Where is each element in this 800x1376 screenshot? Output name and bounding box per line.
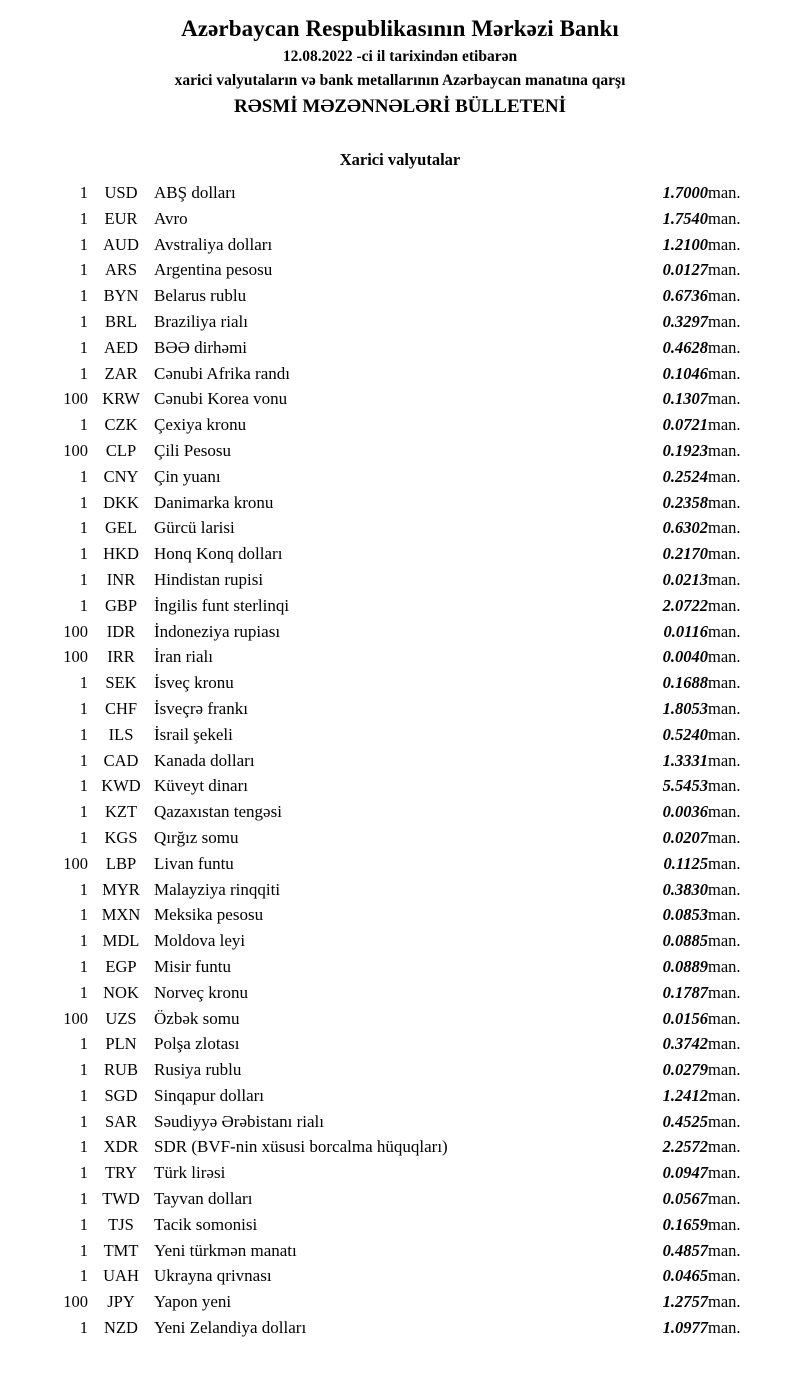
currency-quantity: 100 bbox=[63, 621, 88, 641]
currency-code: GEL bbox=[104, 518, 138, 538]
currency-rate: 0.1787 bbox=[662, 982, 708, 1002]
table-row bbox=[30, 386, 770, 412]
document-bulletin-title: RƏSMİ MƏZƏNNƏLƏRİ BÜLLETENİ bbox=[233, 96, 566, 117]
currency-quantity: 1 bbox=[79, 1060, 88, 1080]
currency-quantity: 1 bbox=[79, 802, 88, 822]
currency-rate: 0.0036 bbox=[662, 802, 708, 822]
currency-code: GBP bbox=[104, 595, 138, 615]
currency-quantity: 1 bbox=[79, 286, 88, 306]
currency-name: Yeni türkmən manatı bbox=[154, 1240, 297, 1260]
currency-quantity: 100 bbox=[63, 389, 88, 409]
currency-quantity: 1 bbox=[79, 518, 88, 538]
table-row bbox=[30, 1134, 770, 1160]
currency-name: İsrail şekeli bbox=[154, 724, 233, 744]
currency-name: Qazaxıstan tengəsi bbox=[154, 802, 282, 822]
currency-unit-label: man. bbox=[708, 518, 741, 538]
currency-code: SAR bbox=[104, 1111, 138, 1131]
currency-rate: 0.0213 bbox=[662, 569, 708, 589]
currency-unit-label: man. bbox=[708, 363, 741, 383]
currency-unit-label: man. bbox=[708, 1163, 741, 1183]
currency-code: NZD bbox=[104, 1318, 138, 1338]
currency-code: ARS bbox=[104, 260, 138, 280]
currency-unit-label: man. bbox=[708, 337, 741, 357]
currency-code: UZS bbox=[105, 1008, 137, 1028]
currency-quantity: 1 bbox=[79, 879, 88, 899]
currency-name: Braziliya rialı bbox=[154, 311, 248, 331]
table-row bbox=[30, 1289, 770, 1315]
table-row bbox=[30, 1057, 770, 1083]
currency-rate: 5.5453 bbox=[662, 776, 708, 796]
currency-name: Səudiyyə Ərəbistanı rialı bbox=[154, 1111, 324, 1131]
currency-name: Norveç kronu bbox=[154, 982, 248, 1002]
table-row bbox=[30, 309, 770, 335]
currency-unit-label: man. bbox=[708, 569, 741, 589]
currency-rate: 2.0722 bbox=[662, 595, 708, 615]
table-row bbox=[30, 180, 770, 206]
currency-unit-label: man. bbox=[708, 492, 741, 512]
currency-rate: 0.0853 bbox=[662, 905, 708, 925]
table-row bbox=[30, 722, 770, 748]
currency-unit-label: man. bbox=[708, 879, 741, 899]
currency-quantity: 1 bbox=[79, 827, 88, 847]
currency-unit-label: man. bbox=[708, 853, 741, 873]
currency-rate: 0.1659 bbox=[662, 1214, 708, 1234]
currency-unit-label: man. bbox=[708, 1008, 741, 1028]
currency-code: CZK bbox=[104, 415, 138, 435]
currency-quantity: 1 bbox=[79, 931, 88, 951]
currency-name: Hindistan rupisi bbox=[154, 569, 264, 589]
table-row bbox=[30, 593, 770, 619]
currency-rate: 0.0127 bbox=[662, 260, 708, 280]
currency-code: TRY bbox=[104, 1163, 138, 1183]
currency-quantity: 1 bbox=[79, 311, 88, 331]
currency-name: Yapon yeni bbox=[154, 1292, 232, 1312]
currency-code: XDR bbox=[103, 1137, 139, 1157]
table-row bbox=[30, 1083, 770, 1109]
currency-unit-label: man. bbox=[708, 621, 741, 641]
currency-code: CNY bbox=[103, 466, 139, 486]
table-row bbox=[30, 902, 770, 928]
currency-rate: 0.0207 bbox=[662, 827, 708, 847]
currency-rate: 0.0279 bbox=[662, 1060, 708, 1080]
currency-code: LBP bbox=[105, 853, 137, 873]
table-row bbox=[30, 980, 770, 1006]
currency-code: IDR bbox=[106, 621, 136, 641]
currency-unit-label: man. bbox=[708, 802, 741, 822]
currency-quantity: 1 bbox=[79, 905, 88, 925]
currency-unit-label: man. bbox=[708, 1137, 741, 1157]
currency-quantity: 1 bbox=[79, 673, 88, 693]
currency-name: Meksika pesosu bbox=[154, 905, 264, 925]
currency-code: HKD bbox=[103, 544, 139, 564]
currency-code: MYR bbox=[102, 879, 140, 899]
table-row bbox=[30, 490, 770, 516]
currency-name: Çili Pesosu bbox=[154, 440, 231, 460]
currency-unit-label: man. bbox=[708, 415, 741, 435]
currency-quantity: 100 bbox=[63, 1008, 88, 1028]
currency-code: AED bbox=[104, 337, 138, 357]
currency-code: TMT bbox=[103, 1240, 139, 1260]
currency-rate: 1.0977 bbox=[662, 1318, 708, 1338]
currency-quantity: 1 bbox=[79, 415, 88, 435]
currency-unit-label: man. bbox=[708, 724, 741, 744]
currency-rate: 0.5240 bbox=[662, 724, 708, 744]
currency-unit-label: man. bbox=[708, 956, 741, 976]
document-subtitle: xarici valyutaların və bank metallarının Azərbaycan manatına qarşı bbox=[174, 72, 626, 89]
currency-quantity: 1 bbox=[79, 492, 88, 512]
table-row bbox=[30, 438, 770, 464]
currency-quantity: 1 bbox=[79, 1240, 88, 1260]
table-row bbox=[30, 877, 770, 903]
currency-quantity: 1 bbox=[79, 569, 88, 589]
currency-code: SEK bbox=[105, 673, 137, 693]
currency-name: Argentina pesosu bbox=[154, 260, 273, 280]
table-row bbox=[30, 232, 770, 258]
currency-rate: 0.1923 bbox=[662, 440, 708, 460]
currency-rate: 0.4525 bbox=[662, 1111, 708, 1131]
currency-code: JPY bbox=[107, 1292, 135, 1312]
currency-code: IRR bbox=[107, 647, 135, 667]
currency-code: CLP bbox=[105, 440, 137, 460]
table-row bbox=[30, 464, 770, 490]
currency-quantity: 1 bbox=[79, 1111, 88, 1131]
currency-rate: 1.7000 bbox=[662, 183, 708, 202]
currency-code: KRW bbox=[102, 389, 140, 409]
currency-code: AUD bbox=[103, 234, 139, 254]
currency-name: Malayziya rinqqiti bbox=[154, 879, 281, 899]
currency-name: Sinqapur dolları bbox=[154, 1085, 265, 1105]
table-row bbox=[30, 1315, 770, 1341]
table-row bbox=[30, 644, 770, 670]
currency-name: SDR (BVF-nin xüsusi borcalma hüquqları) bbox=[154, 1137, 448, 1157]
section-title: Xarici valyutalar bbox=[339, 150, 461, 169]
currency-unit-label: man. bbox=[708, 1292, 741, 1312]
currency-quantity: 1 bbox=[79, 183, 88, 202]
currency-rate: 0.2524 bbox=[662, 466, 708, 486]
currency-rate: 0.3297 bbox=[662, 311, 708, 331]
currency-code: BYN bbox=[103, 286, 139, 306]
currency-name: Çin yuanı bbox=[154, 466, 221, 486]
table-row bbox=[30, 954, 770, 980]
currency-unit-label: man. bbox=[708, 1034, 741, 1054]
currency-rate: 0.4857 bbox=[662, 1240, 708, 1260]
currency-unit-label: man. bbox=[708, 750, 741, 770]
currency-name: Cənubi Afrika randı bbox=[154, 363, 290, 383]
currency-unit-label: man. bbox=[708, 1060, 741, 1080]
table-row bbox=[30, 851, 770, 877]
currency-quantity: 1 bbox=[79, 724, 88, 744]
currency-code: BRL bbox=[104, 311, 138, 331]
currency-quantity: 1 bbox=[79, 1137, 88, 1157]
currency-rate: 0.1307 bbox=[662, 389, 708, 409]
currency-quantity: 1 bbox=[79, 750, 88, 770]
currency-name: İsveçrə frankı bbox=[154, 698, 248, 718]
currency-rate: 0.0889 bbox=[662, 956, 708, 976]
currency-code: TJS bbox=[108, 1214, 134, 1234]
currency-name: Ukrayna qrivnası bbox=[154, 1266, 272, 1286]
currency-name: İran rialı bbox=[154, 647, 213, 667]
currency-name: İngilis funt sterlinqi bbox=[154, 595, 290, 615]
currency-rate: 0.0465 bbox=[662, 1266, 708, 1286]
currency-code: UAH bbox=[103, 1266, 139, 1286]
currency-name: Çexiya kronu bbox=[154, 415, 247, 435]
table-row bbox=[30, 670, 770, 696]
currency-unit-label: man. bbox=[708, 1318, 741, 1338]
currency-unit-label: man. bbox=[708, 827, 741, 847]
currency-code: ZAR bbox=[104, 363, 138, 383]
currency-rate: 2.2572 bbox=[662, 1137, 708, 1157]
currency-name: BƏƏ dirhəmi bbox=[154, 337, 248, 357]
table-row bbox=[30, 257, 770, 283]
currency-quantity: 1 bbox=[79, 698, 88, 718]
currency-code: PLN bbox=[105, 1034, 137, 1054]
currency-unit-label: man. bbox=[708, 647, 741, 667]
table-row bbox=[30, 773, 770, 799]
table-row bbox=[30, 696, 770, 722]
currency-unit-label: man. bbox=[708, 440, 741, 460]
currency-unit-label: man. bbox=[708, 234, 741, 254]
currency-name: Küveyt dinarı bbox=[154, 776, 248, 796]
currency-unit-label: man. bbox=[708, 931, 741, 951]
currency-code: TWD bbox=[102, 1189, 140, 1209]
currency-quantity: 100 bbox=[63, 853, 88, 873]
currency-code: DKK bbox=[103, 492, 139, 512]
currency-rate: 1.7540 bbox=[662, 208, 708, 228]
currency-quantity: 100 bbox=[63, 1292, 88, 1312]
document-header bbox=[30, 16, 770, 118]
table-row bbox=[30, 361, 770, 387]
currency-rate: 0.1688 bbox=[662, 673, 708, 693]
currency-rate: 1.3331 bbox=[662, 750, 708, 770]
currency-unit-label: man. bbox=[708, 905, 741, 925]
currency-unit-label: man. bbox=[708, 311, 741, 331]
table-row bbox=[30, 567, 770, 593]
currency-unit-label: man. bbox=[708, 982, 741, 1002]
currency-rate: 0.0567 bbox=[662, 1189, 708, 1209]
table-row bbox=[30, 928, 770, 954]
table-row bbox=[30, 1006, 770, 1032]
currency-rate: 0.3742 bbox=[662, 1034, 708, 1054]
currency-code: KZT bbox=[104, 802, 138, 822]
currency-code: MDL bbox=[102, 931, 140, 951]
currency-name: Tacik somonisi bbox=[154, 1214, 258, 1234]
currency-quantity: 1 bbox=[79, 1318, 88, 1338]
currency-rate: 0.0116 bbox=[663, 621, 708, 641]
table-row bbox=[30, 335, 770, 361]
table-row bbox=[30, 1160, 770, 1186]
table-row bbox=[30, 619, 770, 645]
currency-quantity: 1 bbox=[79, 260, 88, 280]
table-row bbox=[30, 1263, 770, 1289]
currency-unit-label: man. bbox=[708, 1266, 741, 1286]
currency-rate: 0.0947 bbox=[662, 1163, 708, 1183]
table-row bbox=[30, 1186, 770, 1212]
currency-name: Qırğız somu bbox=[154, 827, 239, 847]
currency-rate: 0.1046 bbox=[662, 363, 708, 383]
currency-rate: 1.8053 bbox=[662, 698, 708, 718]
currency-unit-label: man. bbox=[708, 1240, 741, 1260]
currency-quantity: 1 bbox=[79, 595, 88, 615]
currency-rate: 0.1125 bbox=[663, 853, 708, 873]
currency-rate: 0.2358 bbox=[662, 492, 708, 512]
currency-unit-label: man. bbox=[708, 1189, 741, 1209]
currency-quantity: 1 bbox=[79, 1085, 88, 1105]
currency-rate: 0.2170 bbox=[662, 544, 708, 564]
currency-quantity: 1 bbox=[79, 982, 88, 1002]
currency-unit-label: man. bbox=[708, 1085, 741, 1105]
table-row bbox=[30, 412, 770, 438]
currency-rate: 0.6302 bbox=[662, 518, 708, 538]
currency-quantity: 1 bbox=[79, 208, 88, 228]
currency-quantity: 1 bbox=[79, 363, 88, 383]
currency-unit-label: man. bbox=[708, 389, 741, 409]
currency-unit-label: man. bbox=[708, 286, 741, 306]
currency-code: SGD bbox=[104, 1085, 138, 1105]
currency-code: NOK bbox=[103, 982, 139, 1002]
currency-rates-table bbox=[30, 180, 770, 1341]
currency-unit-label: man. bbox=[708, 776, 741, 796]
currency-code: MXN bbox=[101, 905, 141, 925]
table-row bbox=[30, 748, 770, 774]
table-row bbox=[30, 1238, 770, 1264]
currency-quantity: 1 bbox=[79, 1163, 88, 1183]
currency-unit-label: man. bbox=[708, 595, 741, 615]
bank-name: Azərbaycan Respublikasının Mərkəzi Bankı bbox=[181, 16, 619, 41]
currency-rate: 0.3830 bbox=[662, 879, 708, 899]
currency-unit-label: man. bbox=[708, 260, 741, 280]
table-row bbox=[30, 799, 770, 825]
currency-unit-label: man. bbox=[708, 673, 741, 693]
currency-quantity: 1 bbox=[79, 1034, 88, 1054]
effective-date: 12.08.2022 -ci il tarixindən etibarən bbox=[282, 48, 518, 65]
currency-name: Avstraliya dolları bbox=[154, 234, 273, 254]
table-row bbox=[30, 1031, 770, 1057]
currency-quantity: 1 bbox=[79, 1214, 88, 1234]
table-row bbox=[30, 283, 770, 309]
currency-name: Türk lirəsi bbox=[154, 1163, 226, 1183]
currency-name: Avro bbox=[154, 208, 188, 228]
currency-quantity: 1 bbox=[79, 544, 88, 564]
currency-code: KWD bbox=[101, 776, 141, 796]
currency-name: Misir funtu bbox=[154, 956, 231, 976]
currency-name: İsveç kronu bbox=[154, 673, 234, 693]
currency-code: EGP bbox=[105, 956, 137, 976]
currency-code: CHF bbox=[104, 698, 138, 718]
currency-quantity: 100 bbox=[63, 647, 88, 667]
currency-code: EUR bbox=[104, 208, 138, 228]
currency-unit-label: man. bbox=[708, 544, 741, 564]
currency-quantity: 1 bbox=[79, 337, 88, 357]
currency-name: Belarus rublu bbox=[154, 286, 247, 306]
currency-name: Yeni Zelandiya dolları bbox=[154, 1318, 307, 1338]
currency-quantity: 1 bbox=[79, 776, 88, 796]
currency-unit-label: man. bbox=[708, 1214, 741, 1234]
currency-quantity: 1 bbox=[79, 466, 88, 486]
currency-name: Özbək somu bbox=[154, 1008, 240, 1028]
currency-name: Cənubi Korea vonu bbox=[154, 389, 288, 409]
currency-name: Gürcü larisi bbox=[154, 518, 235, 538]
currency-rate: 1.2757 bbox=[662, 1292, 708, 1312]
currency-unit-label: man. bbox=[708, 698, 741, 718]
currency-quantity: 100 bbox=[63, 440, 88, 460]
currency-name: Livan funtu bbox=[154, 853, 234, 873]
currency-rate: 0.0156 bbox=[662, 1008, 708, 1028]
currency-unit-label: man. bbox=[708, 183, 741, 202]
currency-code: RUB bbox=[104, 1060, 138, 1080]
currency-rate: 0.0885 bbox=[662, 931, 708, 951]
currency-name: Moldova leyi bbox=[154, 931, 246, 951]
currency-quantity: 1 bbox=[79, 1189, 88, 1209]
currency-rate: 0.0721 bbox=[662, 415, 708, 435]
currency-unit-label: man. bbox=[708, 466, 741, 486]
currency-quantity: 1 bbox=[79, 234, 88, 254]
currency-code: KGS bbox=[104, 827, 138, 847]
currency-rate: 1.2100 bbox=[662, 234, 708, 254]
currency-name: Polşa zlotası bbox=[154, 1034, 240, 1054]
currency-name: Tayvan dolları bbox=[154, 1189, 253, 1209]
currency-rate: 1.2412 bbox=[662, 1085, 708, 1105]
currency-code: USD bbox=[104, 183, 138, 202]
table-row bbox=[30, 206, 770, 232]
table-row bbox=[30, 1212, 770, 1238]
currency-unit-label: man. bbox=[708, 1111, 741, 1131]
table-row bbox=[30, 515, 770, 541]
currency-name: Danimarka kronu bbox=[154, 492, 274, 512]
currency-unit-label: man. bbox=[708, 208, 741, 228]
currency-quantity: 1 bbox=[79, 1266, 88, 1286]
table-row bbox=[30, 1109, 770, 1135]
currency-name: Honq Konq dolları bbox=[154, 544, 283, 564]
currency-code: CAD bbox=[103, 750, 139, 770]
table-row bbox=[30, 825, 770, 851]
currency-name: Kanada dolları bbox=[154, 750, 255, 770]
currency-quantity: 1 bbox=[79, 956, 88, 976]
currency-rate: 0.6736 bbox=[662, 286, 708, 306]
currency-code: INR bbox=[106, 569, 136, 589]
currency-name: İndoneziya rupiası bbox=[154, 621, 281, 641]
currency-name: Rusiya rublu bbox=[154, 1060, 242, 1080]
currency-rate: 0.4628 bbox=[662, 337, 708, 357]
currency-name: ABŞ dolları bbox=[154, 183, 236, 202]
currency-rate: 0.0040 bbox=[662, 647, 708, 667]
table-row bbox=[30, 541, 770, 567]
currency-code: ILS bbox=[108, 724, 134, 744]
